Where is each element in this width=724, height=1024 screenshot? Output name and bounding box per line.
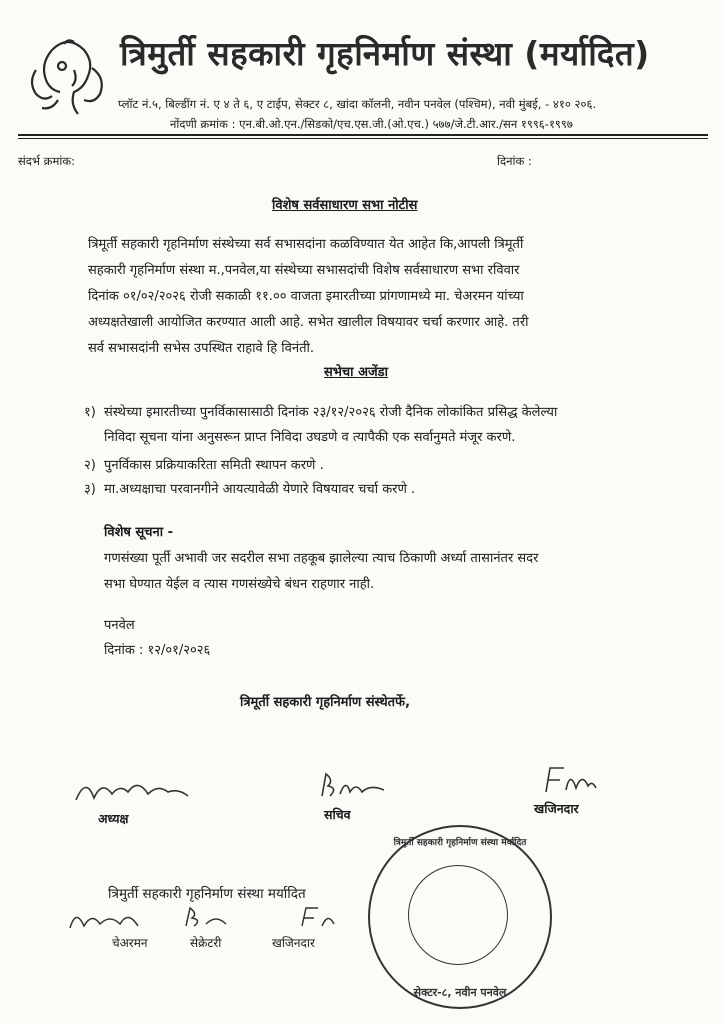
secretary-label: सचिव: [324, 807, 351, 822]
stamp-org-name: त्रिमुर्ती सहकारी गृहनिर्माण संस्था मर्यादित: [108, 886, 306, 902]
agenda-item-number: ३): [84, 482, 96, 497]
stamp-secretary: सेक्रेटरी: [190, 936, 222, 950]
header-divider-thin: [18, 138, 708, 139]
header-divider: [18, 134, 708, 136]
date-label: दिनांक :: [497, 154, 532, 168]
intro-line: सहकारी गृहनिर्माण संस्था म.,पनवेल,या संस्थेच्या सभासदांची विशेष सर्वसाधारण सभा रविवार: [88, 263, 520, 278]
president-signature-icon: [72, 770, 192, 810]
agenda-item-number: २): [84, 458, 96, 473]
issue-date: दिनांक : १२/०१/२०२६: [104, 643, 211, 658]
agenda-item-text: पुनर्विकास प्रक्रियाकरिता समिती स्थापन करणे .: [104, 458, 324, 473]
special-note-text: सभा घेण्यात येईल व त्यास गणसंख्येचे बंधन राहणार नाही.: [104, 577, 375, 592]
org-address: प्लॉट नं.५, बिल्डींग नं. ए ४ ते ६, ए टाईप, सेक्टर ८, खांदा कॉलनी, नवीन पनवेल (पश्चिम), नवी मुंबई, - ४१० २०६.: [118, 97, 597, 111]
on-behalf-line: त्रिमूर्ती सहकारी गृहनिर्माण संस्थेतर्फे,: [240, 695, 411, 710]
treasurer-signature-icon: [540, 762, 600, 798]
stamp-treasurer: खजिनदार: [272, 936, 315, 950]
society-seal: [368, 825, 552, 1009]
agenda-item-text: मा.अध्यक्षाचा परवानगीने आयत्यावेळी येणारे विषयावर चर्चा करणे .: [104, 482, 416, 497]
agenda-item-text: निविदा सूचना यांना अनुसरून प्राप्त निविदा उघडणे व त्यापैकी एक सर्वानुमते मंजूर करणे.: [104, 430, 516, 445]
special-note-text: गणसंख्या पूर्ती अभावी जर सदरील सभा तहकूब झालेल्या त्याच ठिकाणी अर्ध्या तासानंतर सदर: [104, 551, 539, 566]
intro-line: सर्व सभासदांनी सभेस उपस्थित राहावे हि विनंती.: [88, 341, 315, 356]
ganesha-logo-icon: [22, 30, 114, 122]
special-note-label: विशेष सूचना -: [104, 525, 174, 540]
registration-number: नोंदणी क्रमांक : एन.बी.ओ.एन./सिडको/एच.एस.जी.(ओ.एच.) ५७७/जे.टी.आर./सन १९९६-१९९७: [170, 117, 573, 131]
stamp-signatures-icon: [66, 904, 346, 934]
treasurer-label: खजिनदार: [534, 801, 579, 816]
place: पनवेल: [104, 618, 135, 633]
secretary-signature-icon: [318, 770, 388, 802]
agenda-item-number: १): [84, 405, 96, 420]
intro-line: अध्यक्षतेखाली आयोजित करण्यात आली आहे. सभेत खालील विषयावर चर्चा करणार आहे. तरी: [88, 315, 529, 330]
seal-bottom-text: सेक्टर-८, नवीन पनवेल: [413, 986, 507, 999]
intro-paragraph: [88, 232, 688, 362]
stamp-chairman: चेअरमन: [112, 936, 148, 950]
agenda-title: सभेचा अजेंडा: [324, 365, 388, 380]
intro-line: त्रिमूर्ती सहकारी गृहनिर्माण संस्थेच्या सर्व सभासदांना कळविण्यात येत आहेत कि,आपली त्रिमूर्ती: [88, 237, 524, 252]
agenda-item-text: संस्थेच्या इमारतीच्या पुनर्विकासासाठी दिनांक २३/१२/२०२६ रोजी दैनिक लोकांकित प्रसिद्ध केलेल्या: [104, 405, 558, 420]
president-label: अध्यक्ष: [98, 811, 129, 826]
seal-inner-circle: [408, 865, 508, 965]
org-title: त्रिमुर्ती सहकारी गृहनिर्माण संस्था (मर्यादित): [120, 34, 650, 73]
intro-line: दिनांक ०१/०२/२०२६ रोजी सकाळी ११.०० वाजता इमारतीच्या प्रांगणामध्ये मा. चेअरमन यांच्या: [88, 289, 524, 304]
notice-title: विशेष सर्वसाधारण सभा नोटीस: [272, 198, 418, 213]
reference-label: संदर्भ क्रमांक:: [18, 154, 76, 168]
seal-top-text: त्रिमुर्ती सहकारी गृहनिर्माण संस्था मर्यादित: [393, 838, 527, 848]
